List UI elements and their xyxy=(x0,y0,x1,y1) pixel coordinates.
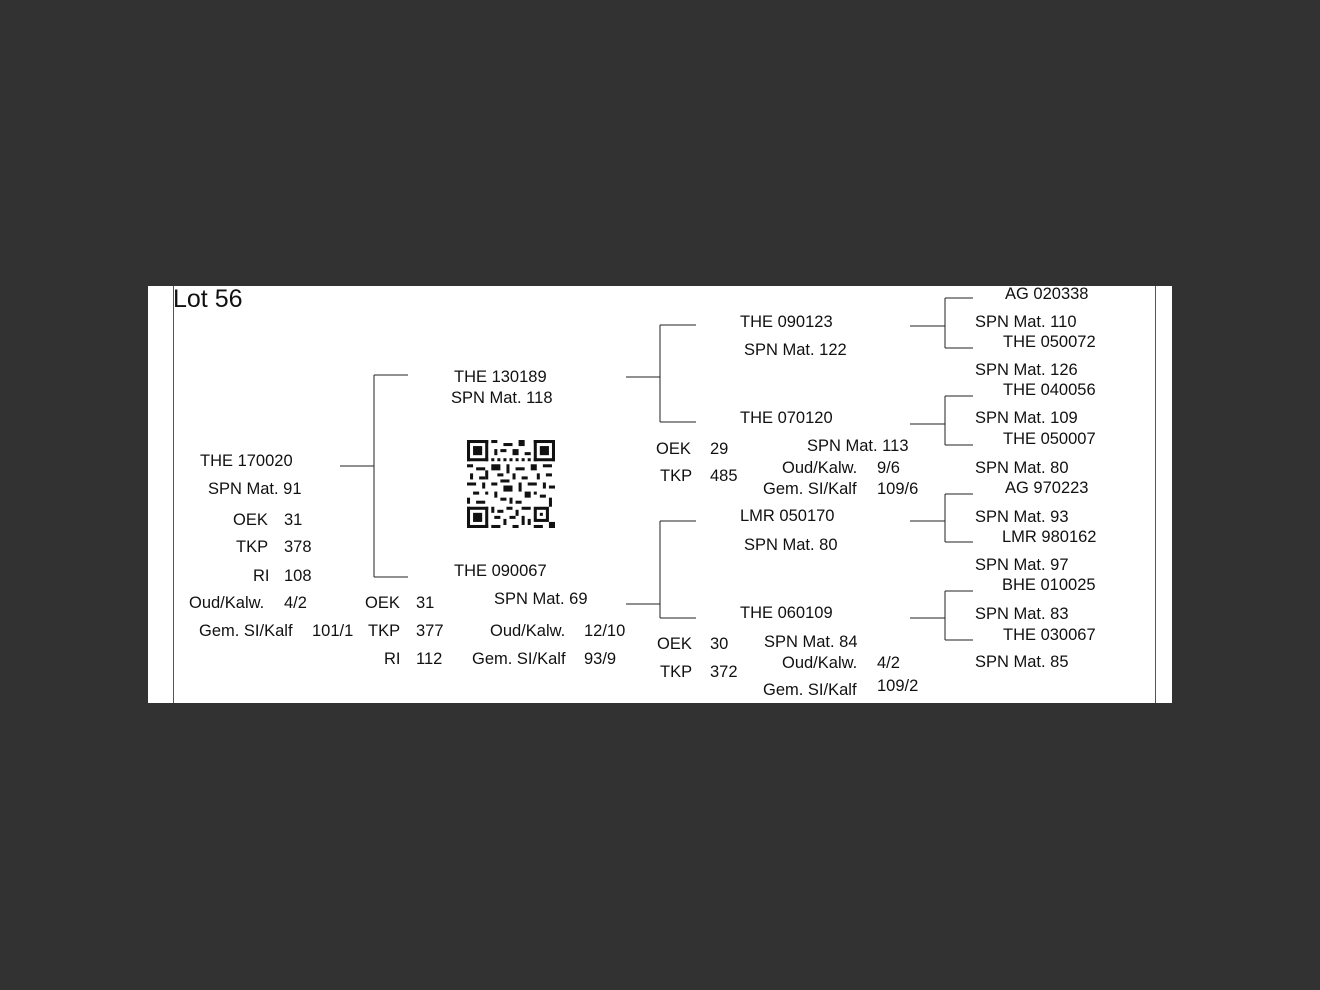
ggp-1-sire-spn: SPN Mat. 110 xyxy=(975,313,1077,331)
ggp-3-sire: AG 970223 xyxy=(1005,479,1089,497)
gp-sd-oud-value: 9/6 xyxy=(877,459,900,477)
gp-dd-tkp-label: TKP xyxy=(660,663,693,681)
animal-ri-value: 108 xyxy=(284,567,312,585)
ggp-2-sire: THE 040056 xyxy=(1003,381,1096,399)
gp-ds-id: LMR 050170 xyxy=(740,507,835,525)
ggp-4-dam: THE 030067 xyxy=(1003,626,1096,644)
gp-ss-spn: SPN Mat. 122 xyxy=(744,341,847,359)
dam-gem-value: 93/9 xyxy=(584,650,617,668)
animal-oek-value: 31 xyxy=(284,511,303,529)
gp-ss-id: THE 090123 xyxy=(740,313,833,331)
gp-dd-id: THE 060109 xyxy=(740,604,833,622)
gp-sd-id: THE 070120 xyxy=(740,409,833,427)
ggp-2-sire-spn: SPN Mat. 109 xyxy=(975,409,1078,427)
animal-spn: SPN Mat. 91 xyxy=(208,480,302,498)
qr-code-icon xyxy=(467,440,555,528)
animal-ri-label: RI xyxy=(253,567,270,585)
ggp-4-dam-spn: SPN Mat. 85 xyxy=(975,653,1069,671)
sire-id: THE 130189 xyxy=(454,368,547,386)
gp-dd-oud-label: Oud/Kalw. xyxy=(782,654,858,672)
dam-oud-value: 12/10 xyxy=(584,622,626,640)
dam-gem-label: Gem. SI/Kalf xyxy=(472,650,566,668)
gp-sd-oek-value: 29 xyxy=(710,440,729,458)
ggp-3-dam: LMR 980162 xyxy=(1002,528,1097,546)
gp-dd-spn: SPN Mat. 84 xyxy=(764,633,858,651)
animal-gem-value: 101/1 xyxy=(312,622,354,640)
animal-id: THE 170020 xyxy=(200,452,293,470)
dam-tkp-value: 377 xyxy=(416,622,444,640)
ggp-1-dam-spn: SPN Mat. 126 xyxy=(975,361,1078,379)
ggp-4-sire-spn: SPN Mat. 83 xyxy=(975,605,1069,623)
dam-id: THE 090067 xyxy=(454,562,547,580)
gp-sd-gem-value: 109/6 xyxy=(877,480,919,498)
dam-oek-label: OEK xyxy=(365,594,400,612)
ggp-1-dam: THE 050072 xyxy=(1003,333,1096,351)
animal-oud-label: Oud/Kalw. xyxy=(189,594,265,612)
ggp-3-dam-spn: SPN Mat. 97 xyxy=(975,556,1069,574)
gp-ds-spn: SPN Mat. 80 xyxy=(744,536,838,554)
gp-sd-oek-label: OEK xyxy=(656,440,691,458)
ggp-2-dam-spn: SPN Mat. 80 xyxy=(975,459,1069,477)
dam-oud-label: Oud/Kalw. xyxy=(490,622,566,640)
dam-oek-value: 31 xyxy=(416,594,435,612)
ggp-2-dam: THE 050007 xyxy=(1003,430,1096,448)
gp-dd-oud-value: 4/2 xyxy=(877,654,900,672)
gp-dd-gem-label: Gem. SI/Kalf xyxy=(763,681,857,699)
ggp-3-sire-spn: SPN Mat. 93 xyxy=(975,508,1069,526)
animal-oud-value: 4/2 xyxy=(284,594,307,612)
animal-gem-label: Gem. SI/Kalf xyxy=(199,622,293,640)
gp-sd-gem-label: Gem. SI/Kalf xyxy=(763,480,857,498)
dam-ri-label: RI xyxy=(384,650,401,668)
gp-dd-tkp-value: 372 xyxy=(710,663,738,681)
gp-dd-gem-value: 109/2 xyxy=(877,677,919,695)
animal-tkp-label: TKP xyxy=(236,538,269,556)
pedigree-page xyxy=(148,286,1172,703)
gp-sd-tkp-value: 485 xyxy=(710,467,738,485)
lot-title: Lot 56 xyxy=(173,286,243,313)
dam-spn: SPN Mat. 69 xyxy=(494,590,588,608)
dam-tkp-label: TKP xyxy=(368,622,401,640)
ggp-4-sire: BHE 010025 xyxy=(1002,576,1096,594)
dam-ri-value: 112 xyxy=(416,650,443,668)
sire-spn: SPN Mat. 118 xyxy=(451,389,553,407)
gp-sd-spn: SPN Mat. 113 xyxy=(807,437,909,455)
gp-sd-oud-label: Oud/Kalw. xyxy=(782,459,858,477)
animal-tkp-value: 378 xyxy=(284,538,312,556)
gp-sd-tkp-label: TKP xyxy=(660,467,693,485)
gp-dd-oek-value: 30 xyxy=(710,635,729,653)
animal-oek-label: OEK xyxy=(233,511,268,529)
ggp-1-sire: AG 020338 xyxy=(1005,286,1089,303)
gp-dd-oek-label: OEK xyxy=(657,635,692,653)
